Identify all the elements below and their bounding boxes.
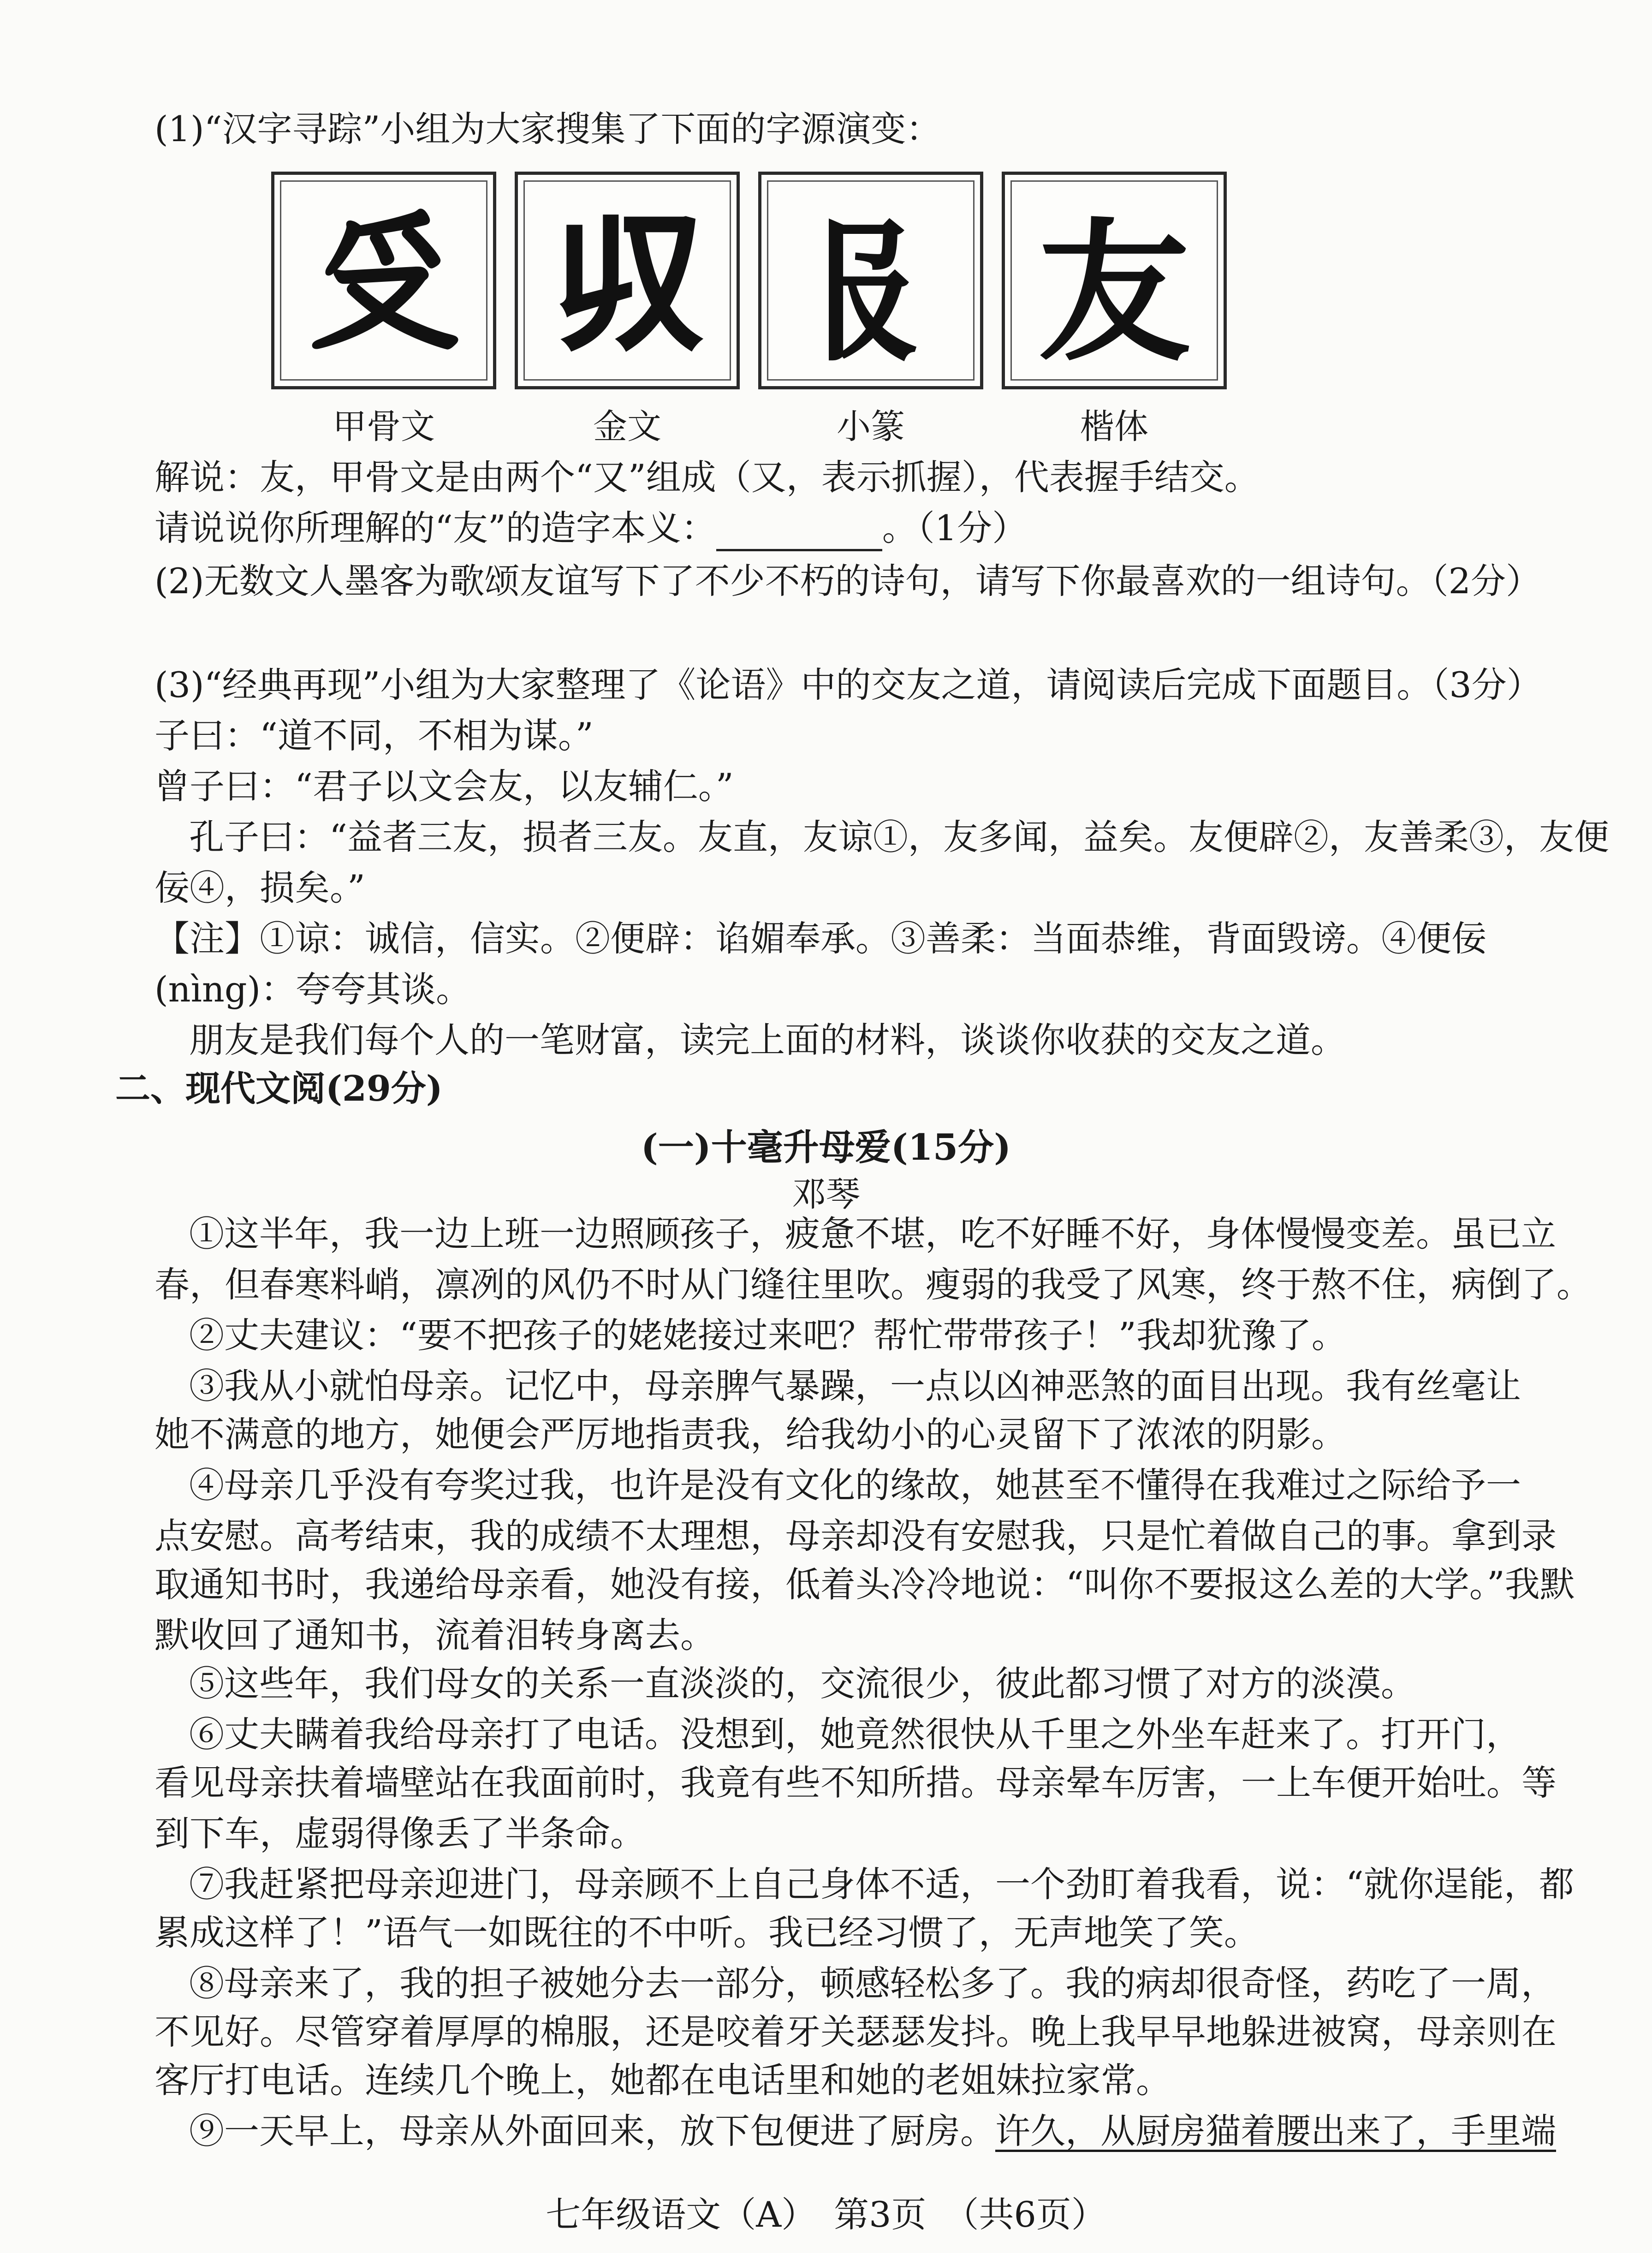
glyph-evolution	[271, 172, 1267, 393]
article-line: ①这半年，我一边上班一边照顾孩子，疲惫不堪，吃不好睡不好，身体慢慢变差。虽已立	[189, 1213, 1556, 1254]
article-line: ④母亲几乎没有夸奖过我，也许是没有文化的缘故，她甚至不懂得在我难过之际给予一	[189, 1465, 1521, 1506]
q3-quote-3a: 孔子曰：“益者三友，损者三友。友直，友谅①，友多闻，益矣。友便辟②，友善柔③，友便	[189, 817, 1609, 858]
article-line: ③我从小就怕母亲。记忆中，母亲脾气暴躁，一点以凶神恶煞的面目出现。我有丝毫让	[189, 1365, 1521, 1407]
article-line: ②丈夫建议：“要不把孩子的姥姥接过来吧？帮忙带带孩子！”我却犹豫了。	[189, 1315, 1347, 1356]
article-line: 累成这样了！”语气一如既往的不中听。我已经习惯了，无声地笑了笑。	[155, 1912, 1259, 1953]
q2-text: (2)无数文人墨客为歌颂友谊写下了不少不朽的诗句，请写下你最喜欢的一组诗句。（2分）	[155, 560, 1541, 602]
q3-quote-2: 曾子曰：“君子以文会友，以友辅仁。”	[155, 766, 734, 807]
q3-quote-1: 子曰：“道不同，不相为谋。”	[155, 715, 594, 756]
oracle-bone-label: 甲骨文	[333, 407, 435, 447]
section-title: 二、现代文阅(29分)	[115, 1068, 443, 1109]
article-line: 点安慰。高考结束，我的成绩不太理想，母亲却没有安慰我，只是忙着做自己的事。拿到录	[155, 1515, 1557, 1556]
regular-glyph: 友	[1002, 172, 1227, 389]
answer-blank[interactable]	[716, 517, 882, 551]
article-line: 客厅打电话。连续几个晚上，她都在电话里和她的老姐妹拉家常。	[155, 2060, 1171, 2101]
seal-label: 小篆	[837, 407, 905, 447]
bronze-glyph: 𠬞	[515, 172, 740, 389]
article-line: ⑧母亲来了，我的担子被她分去一部分，顿感轻松多了。我的病却很奇怪，药吃了一周，	[189, 1963, 1556, 2004]
article-line: ⑦我赶紧把母亲迎进门，母亲顾不上自己身体不适，一个劲盯着我看，说：“就你逞能，都	[189, 1864, 1574, 1905]
q3-quote-3b: 佞④，损矣。”	[155, 867, 365, 908]
bronze-label: 金文	[593, 407, 661, 447]
article-line: ⑥丈夫瞒着我给母亲打了电话。没想到，她竟然很快从千里之外坐车赶来了。打开门，	[189, 1714, 1521, 1755]
article-line: 默收回了通知书，流着泪转身离去。	[155, 1615, 715, 1656]
article-line: 取通知书时，我递给母亲看，她没有接，低着头冷冷地说：“叫你不要报这么差的大学。”我默	[155, 1564, 1575, 1605]
article-line: 看见母亲扶着墙壁站在我面前时，我竟有些不知所措。母亲晕车厉害，一上车便开始吐。等	[155, 1762, 1557, 1803]
article-line: 到下车，虚弱得像丢了半条命。	[155, 1813, 645, 1854]
article-author: 邓琴	[792, 1174, 860, 1214]
page-footer: 七年级语文（A） 第3页 （共6页）	[546, 2194, 1106, 2235]
seal-glyph: 𠬝	[758, 172, 983, 389]
q3-note-b: (nìng)：夸夸其谈。	[155, 969, 471, 1010]
q1-explain: 解说：友，甲骨文是由两个“又”组成（又，表示抓握），代表握手结交。	[155, 457, 1260, 498]
article-line: 春，但春寒料峭，凛冽的风仍不时从门缝往里吹。瘦弱的我受了风寒，终于熬不住，病倒了。	[155, 1264, 1592, 1305]
article-line: 她不满意的地方，她便会严厉地指责我，给我幼小的心灵留下了浓浓的阴影。	[155, 1414, 1346, 1455]
q1-ask: 请说说你所理解的“友”的造字本义： 。（1分）	[155, 505, 1492, 551]
article-line-last: ⑨一天早上，母亲从外面回来，放下包便进了厨房。许久，从厨房猫着腰出来了，手里端	[189, 2110, 1556, 2152]
oracle-bone-glyph: 𠬪	[271, 172, 496, 389]
article-line: ⑤这些年，我们母女的关系一直淡淡的，交流很少，彼此都习惯了对方的淡漠。	[189, 1663, 1416, 1704]
q3-note-a: 【注】①谅：诚信，信实。②便辟：谄媚奉承。③善柔：当面恭维，背面毁谤。④便佞	[155, 918, 1486, 959]
article-line: 不见好。尽管穿着厚厚的棉服，还是咬着牙关瑟瑟发抖。晚上我早早地躲进被窝，母亲则在	[155, 2011, 1557, 2052]
article-title: (一)十毫升母爱(15分)	[641, 1126, 1011, 1168]
regular-label: 楷体	[1080, 407, 1148, 447]
q3-intro: (3)“经典再现”小组为大家整理了《论语》中的交友之道，请阅读后完成下面题目。（3分）	[155, 664, 1542, 705]
q1-intro: (1)“汉字寻踪”小组为大家搜集了下面的字源演变：	[155, 108, 941, 149]
q3-task: 朋友是我们每个人的一笔财富，读完上面的材料，谈谈你收获的交友之道。	[189, 1019, 1346, 1061]
underlined-sentence: 许久，从厨房猫着腰出来了，手里端	[995, 2110, 1556, 2152]
